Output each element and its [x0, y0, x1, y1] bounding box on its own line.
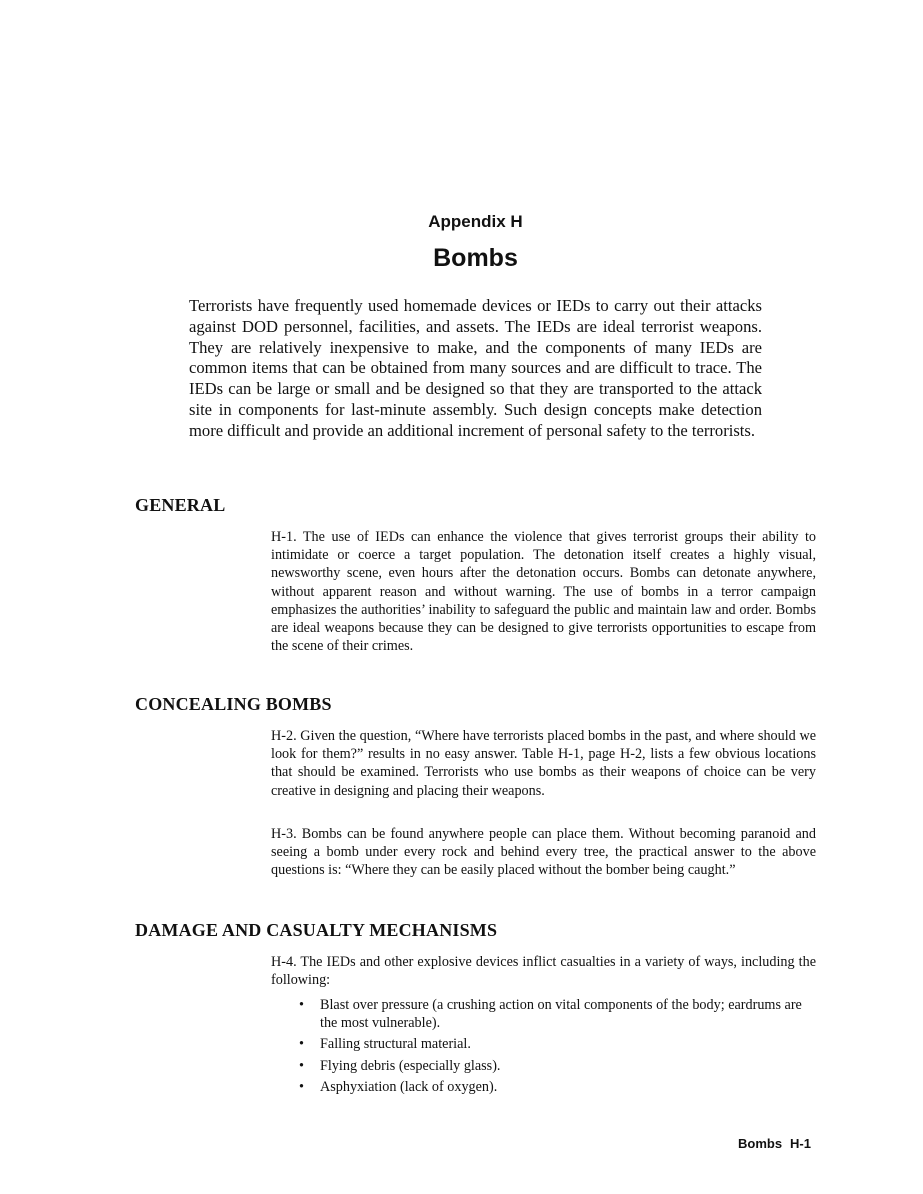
casualty-mechanisms-list	[297, 996, 817, 1099]
appendix-label: Appendix H	[428, 212, 523, 231]
list-item	[297, 996, 817, 1032]
list-item	[297, 1057, 817, 1075]
section-heading-general: GENERAL	[135, 495, 226, 515]
list-item-text: Blast over pressure (a crushing action on vital components of the body; eardrums are the most vulnerable).	[320, 997, 802, 1032]
page-number: H-1	[790, 1136, 811, 1151]
list-item	[297, 1035, 817, 1053]
bullet-icon: •	[299, 1057, 304, 1074]
footer-label: Bombs	[737, 1136, 783, 1151]
list-item	[297, 1078, 817, 1096]
bullet-icon: •	[299, 1036, 304, 1053]
paragraph-h4: H-4. The IEDs and other explosive devices inflict casualties in a variety of ways, including the following:	[271, 954, 816, 989]
list-item-text: Flying debris (especially glass).	[320, 1057, 501, 1074]
bullet-icon: •	[299, 997, 304, 1013]
intro-paragraph: Terrorists have frequently used homemade devices or IEDs to carry out their attacks against DOD personnel, facilities, and assets. The IEDs are ideal terrorist weapons. They are relatively inexpensive to make, and the components of many IEDs are common items that can be obtained from many sources and are difficult to trace. The IEDs can be large or small and be designed so that they are transported to the attack site in components for last-minute assembly. Such design concepts make detection more difficult and provide an additional increment of personal safety to the terrorists.	[189, 296, 762, 440]
page-footer	[738, 1136, 811, 1151]
list-item-text: Falling structural material.	[320, 1036, 471, 1053]
list-item-text: Asphyxiation (lack of oxygen).	[320, 1078, 498, 1095]
section-heading-damage-casualty: DAMAGE AND CASUALTY MECHANISMS	[135, 920, 498, 940]
paragraph-h1: H-1. The use of IEDs can enhance the violence that gives terrorist groups their ability to intimidate or coerce a target population. The detonation itself creates a highly visual, newsworthy scene, even hours after the detonation occurs. Bombs can detonate anywhere, without apparent reason and without warning. The use of bombs in a terror campaign emphasizes the authorities’ inability to safeguard the public and maintain law and order. Bombs are ideal weapons because they can be designed to give terrorists opportunities to escape from the scene of their crimes.	[271, 529, 816, 655]
paragraph-h2: H-2. Given the question, “Where have terrorists placed bombs in the past, and where should we look for them?” results in no easy answer. Table H-1, page H-2, lists a few obvious locations that should be examined. Terrorists who use bombs as their weapons of choice can be very creative in designing and placing their weapons.	[271, 728, 816, 799]
page-title: Bombs	[433, 244, 518, 272]
bullet-icon: •	[299, 1078, 304, 1095]
paragraph-h3: H-3. Bombs can be found anywhere people can place them. Without becoming paranoid and seeing a bomb under every rock and behind every tree, the practical answer to the above questions is: “Where they can be easily placed without the bomber being caught.”	[271, 826, 816, 879]
section-heading-concealing-bombs: CONCEALING BOMBS	[135, 694, 332, 714]
